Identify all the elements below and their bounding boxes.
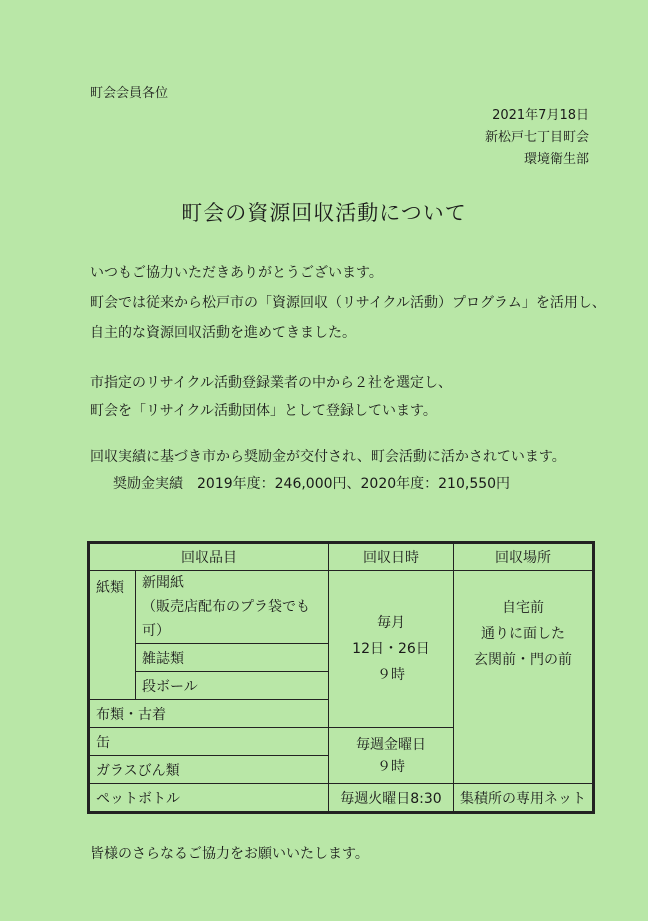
paper-group-label: 紙類	[90, 571, 136, 700]
schedule-tuesday: 毎週火曜日8:30	[329, 784, 454, 812]
body-line-6: 回収実績に基づき市から奨励金が交付され、町会活動に活かされています。	[90, 449, 566, 465]
newspaper-note: （販売店配布のプラ袋でも可）	[142, 599, 310, 639]
collection-table	[89, 543, 593, 812]
place-net: 集積所の専用ネット	[454, 784, 593, 812]
newspaper-cell	[136, 571, 329, 644]
closing-line: 皆様のさらなるご協力をお願いいたします。	[90, 846, 369, 862]
table-row	[90, 571, 593, 644]
schedule-monthly-line-2: 12日・26日	[352, 641, 430, 657]
body-line-2: 町会では従来から松戸市の「資源回収（リサイクル活動）プログラム」を活用し、	[90, 295, 606, 311]
header-schedule: 回収日時	[329, 544, 454, 571]
document-date: 2021年7月18日	[492, 108, 589, 123]
place-line-1: 自宅前	[502, 600, 544, 616]
schedule-monthly-line-1: 毎月	[377, 615, 405, 631]
header-place: 回収場所	[454, 544, 593, 571]
place-line-2: 通りに面した	[481, 626, 565, 642]
department-name: 環境衛生部	[523, 152, 589, 167]
body-line-4: 市指定のリサイクル活動登録業者の中から２社を選定し、	[90, 375, 453, 391]
magazines-cell: 雑誌類	[136, 644, 329, 672]
schedule-monthly-line-3: ９時	[377, 667, 405, 683]
organization-name: 新松戸七丁目町会	[484, 130, 589, 145]
place-line-3: 玄関前・門の前	[474, 652, 572, 668]
place-home	[454, 571, 593, 784]
page-title: 町会の資源回収活動について	[181, 201, 467, 225]
body-line-3: 自主的な資源回収活動を進めてきました。	[90, 325, 356, 341]
schedule-weekly-line-2: ９時	[377, 758, 405, 775]
body-line-5: 町会を「リサイクル活動団体」として登録しています。	[90, 403, 437, 419]
header-items: 回収品目	[90, 544, 329, 571]
subsidy-results: 奨励金実績 2019年度：246,000円、2020年度：210,550円	[113, 476, 511, 492]
newspaper-label: 新聞紙	[142, 575, 184, 591]
glass-cell: ガラスびん類	[90, 756, 329, 784]
pet-cell: ペットボトル	[90, 784, 329, 812]
schedule-weekly-line-1: 毎週金曜日	[356, 736, 426, 753]
cans-cell: 缶	[90, 728, 329, 756]
table-header-row	[90, 544, 593, 571]
schedule-monthly	[329, 571, 454, 728]
cloth-cell: 布類・古着	[90, 700, 329, 728]
body-line-1: いつもご協力いただきありがとうございます。	[90, 265, 383, 281]
cardboard-cell: 段ボール	[136, 672, 329, 700]
table-row	[90, 784, 593, 812]
addressee: 町会会員各位	[90, 86, 169, 101]
schedule-weekly-friday	[329, 728, 454, 784]
